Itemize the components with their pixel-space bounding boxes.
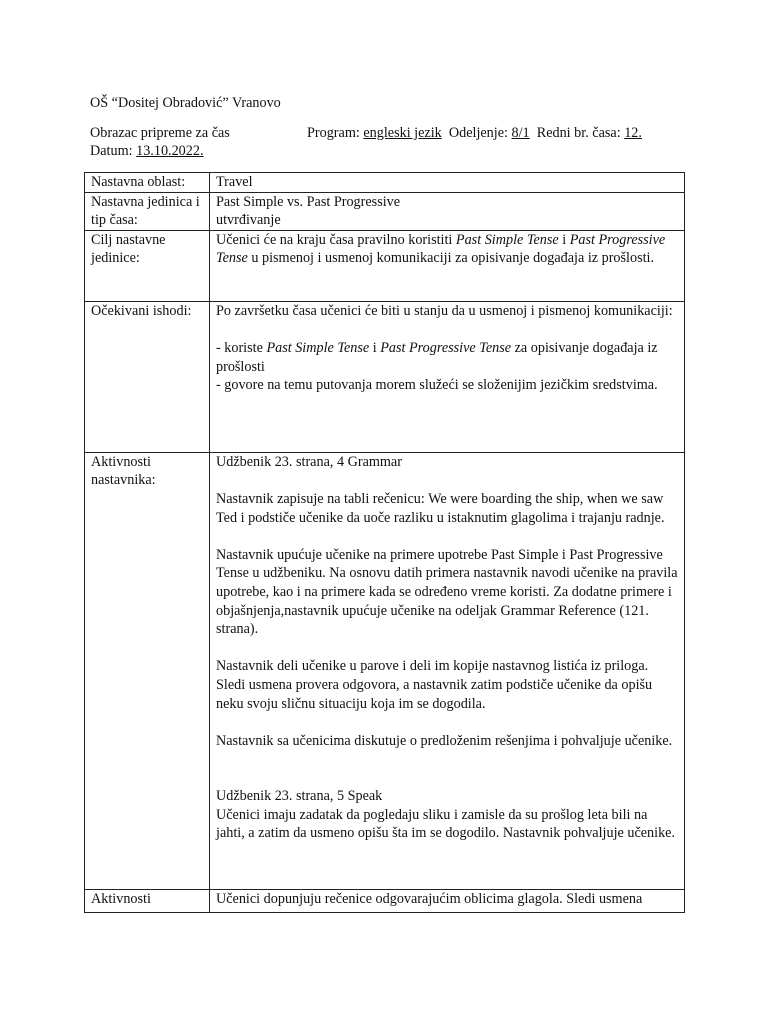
- date-line: [90, 142, 204, 160]
- teacher-activities-cell: [210, 452, 685, 889]
- outcomes-cell: [210, 301, 685, 452]
- goal-text-2: Past Simple Tense: [455, 231, 559, 248]
- goal-text-1: Učenici će na kraju časa pravilno koristiti: [216, 231, 456, 248]
- program-value: engleski jezik: [363, 125, 442, 141]
- outcome-1-text-b: Past Simple Tense: [266, 339, 370, 356]
- teacher-paragraph-5: Nastavnik sa učenicima diskutuje o predloženim rešenjima i pohvaljuje učenike.: [216, 732, 673, 749]
- date-value: 13.10.2022.: [136, 143, 204, 159]
- teacher-paragraph-3: Nastavnik upućuje učenike na primere upotrebe Past Simple i Past Progressive Tense u udžbeniku. Na osnovu datih primera nastavnik navodi učenike na pravila upotrebe, kao i na primere kada se određeno vreme koristi. Za dodatne primere i objašnjenja,nastavnik upućuje učenike na odeljak Grammar Reference (121. strana).: [216, 546, 678, 638]
- spacer: [216, 639, 678, 658]
- lesson-plan-table: [84, 172, 685, 913]
- unit-title: Past Simple vs. Past Progressive: [216, 193, 401, 210]
- teacher-paragraph-7: Učenici imaju zadatak da pogledaju sliku i zamisle da su prošlog leta bili na jahti, a zatim da usmeno opišu šta im se dogodilo. Nastavnik pohvaljuje učenike.: [216, 806, 676, 842]
- table-row-unit: [85, 192, 685, 230]
- area-label: Nastavna oblast:: [85, 173, 210, 193]
- outcome-1-text-e: za opisivanje događaja iz prošlosti: [216, 339, 658, 375]
- unit-cell: [210, 192, 685, 230]
- program-info: [307, 124, 642, 142]
- spacer: [216, 750, 678, 787]
- class-label: Odeljenje:: [448, 125, 508, 141]
- goal-label: Cilj nastavne jedinice:: [85, 230, 210, 301]
- spacer: [216, 320, 678, 339]
- unit-label: Nastavna jedinica i tip časa:: [85, 192, 210, 230]
- lesson-number-value: 12.: [624, 125, 642, 141]
- spacer: [216, 713, 678, 732]
- outcomes-intro: Po završetku časa učenici će biti u stanju da u usmenoj i pismenoj komunikaciji:: [216, 302, 673, 319]
- spacer: [216, 527, 678, 546]
- outcome-item-1: [216, 339, 678, 376]
- table-row-goal: [85, 230, 685, 301]
- teacher-activities-label: Aktivnosti nastavnika:: [85, 452, 210, 889]
- table-row-teacher: [85, 452, 685, 889]
- outcome-1-text-a: - koriste: [216, 339, 267, 356]
- date-label: Datum:: [90, 143, 133, 159]
- table-row-area: [85, 173, 685, 193]
- teacher-paragraph-6: Udžbenik 23. strana, 5 Speak: [216, 788, 383, 805]
- goal-text-5: u pismenoj i usmenoj komunikaciji za opisivanje događaja iz prošlosti.: [247, 250, 655, 267]
- teacher-paragraph-1: Udžbenik 23. strana, 4 Grammar: [216, 453, 402, 470]
- goal-text-4: Past Progressive Tense: [216, 231, 666, 267]
- teacher-paragraph-4: Nastavnik deli učenike u parove i deli im kopije nastavnog listića iz priloga. Sledi usmena provera odgovora, a nastavnik zatim podstiče učenike da opišu neku svoju sličnu situaciju koja im se dogodila.: [216, 658, 653, 712]
- student-activities-cell: Učenici dopunjuju rečenice odgovarajućim oblicima glagola. Sledi usmena: [210, 889, 685, 912]
- outcomes-label: Očekivani ishodi:: [85, 301, 210, 452]
- goal-text-3: i: [558, 231, 570, 248]
- table-row-outcomes: [85, 301, 685, 452]
- table-row-students: [85, 889, 685, 912]
- unit-type: utvrđivanje: [216, 212, 281, 229]
- spacer: [216, 471, 678, 490]
- student-activities-label: Aktivnosti: [85, 889, 210, 912]
- form-title: Obrazac pripreme za čas: [90, 125, 230, 141]
- outcome-item-2: - govore na temu putovanja morem služeći se složenijim jezičkim sredstvima.: [216, 377, 658, 394]
- outcome-1-text-d: Past Progressive Tense: [380, 339, 512, 356]
- school-name: OŠ “Dositej Obradović” Vranovo: [90, 95, 281, 111]
- class-value: 8/1: [511, 125, 530, 141]
- lesson-number-label: Redni br. časa:: [536, 125, 621, 141]
- teacher-paragraph-2: Nastavnik zapisuje na tabli rečenicu: We were boarding the ship, when we saw Ted i podstiče učenike da uoče razliku u istaknutim glagolima i trajanju radnje.: [216, 490, 665, 526]
- area-value: Travel: [210, 173, 685, 193]
- program-label: Program:: [307, 125, 360, 141]
- goal-cell: [210, 230, 685, 301]
- outcome-1-text-c: i: [369, 339, 381, 356]
